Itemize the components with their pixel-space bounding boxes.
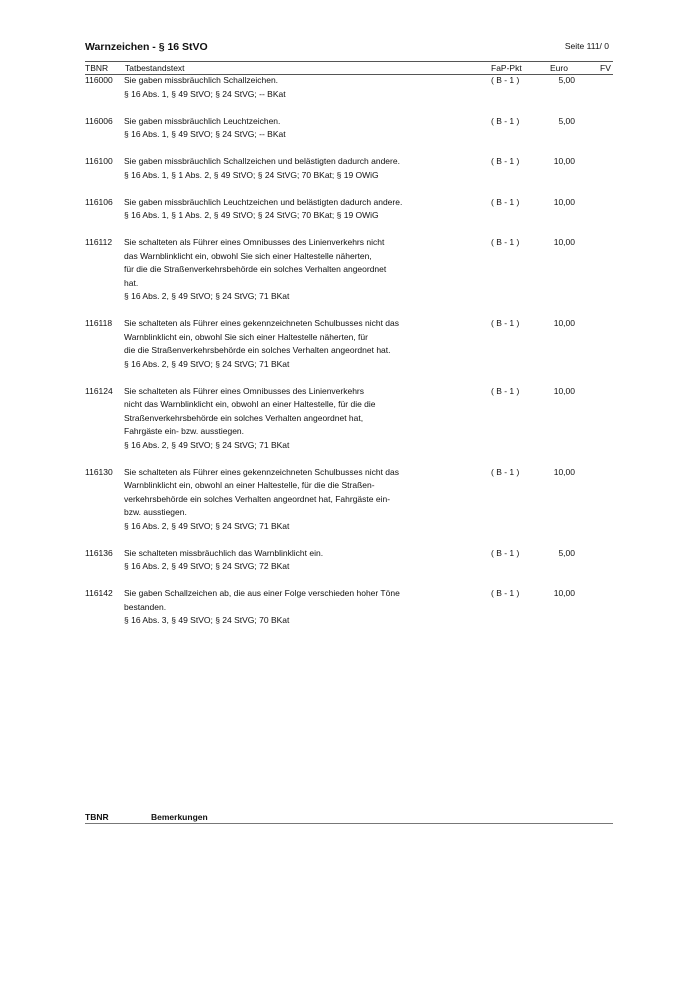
table-row — [85, 74, 613, 101]
remarks-label: Bemerkungen — [151, 812, 208, 822]
entry-tbnr: 116136 — [85, 547, 113, 558]
entry-euro: 10,00 — [553, 588, 575, 598]
entry-text — [124, 115, 484, 142]
entry-text-line: die die Straßenverkehrsbehörde ein solches Verhalten angeordnet hat. — [124, 345, 391, 355]
entry-points: ( B - 1 ) — [491, 318, 520, 328]
entry-tbnr: 116106 — [85, 196, 113, 207]
table-row — [85, 466, 613, 534]
entry-text-line: § 16 Abs. 2, § 49 StVO; § 24 StVG; 72 BKat — [124, 561, 290, 571]
entry-text-line: Warnblinklicht ein, obwohl Sie sich einer Haltestelle näherten, für — [124, 331, 368, 342]
column-header-fv: FV — [600, 63, 611, 73]
entry-text-line: § 16 Abs. 2, § 49 StVO; § 24 StVG; 71 BKat — [124, 358, 290, 369]
entry-text-line: verkehrsbehörde ein solches Verhalten angeordnet hat, Fahrgäste ein- — [124, 493, 391, 504]
entry-euro: 10,00 — [553, 318, 575, 328]
entry-text — [124, 385, 484, 453]
entry-text-line: § 16 Abs. 1, § 49 StVO; § 24 StVG; -- BKat — [124, 88, 286, 99]
entry-text-line: Sie gaben missbräuchlich Leuchtzeichen und belästigten dadurch andere. — [124, 196, 403, 207]
entry-text-line: nicht das Warnblinklicht ein, obwohl an einer Haltestelle, für die die — [124, 399, 376, 409]
entry-text — [124, 196, 484, 223]
entry-euro: 10,00 — [553, 385, 575, 396]
entry-points: ( B - 1 ) — [491, 115, 520, 126]
remarks-tbnr-label: TBNR — [85, 812, 109, 822]
entry-text-line: § 16 Abs. 2, § 49 StVO; § 24 StVG; 71 BKat — [124, 439, 290, 450]
entry-text-line: hat. — [124, 277, 139, 288]
remarks-header — [85, 811, 613, 824]
entry-text-line: bzw. ausstiegen. — [124, 507, 187, 517]
entry-euro: 5,00 — [558, 75, 575, 85]
entry-tbnr: 116100 — [85, 156, 113, 166]
table-row — [85, 317, 613, 371]
entry-text-line: Warnblinklicht ein, obwohl an einer Haltestelle, für die die Straßen- — [124, 480, 375, 490]
page-title: Warnzeichen - § 16 StVO — [85, 41, 208, 53]
entry-text-line: Sie gaben missbräuchlich Leuchtzeichen. — [124, 115, 281, 126]
entry-text-line: Sie gaben missbräuchlich Schallzeichen und belästigten dadurch andere. — [124, 156, 400, 166]
entry-text-line: Sie schalteten als Führer eines gekennzeichneten Schulbusses nicht das — [124, 466, 400, 477]
entry-list — [85, 74, 613, 641]
entry-tbnr: 116130 — [85, 466, 113, 477]
entry-euro: 10,00 — [553, 156, 575, 166]
column-header-tbnr: TBNR — [85, 63, 109, 73]
entry-text-line: Sie schalteten als Führer eines Omnibusses des Linienverkehrs — [124, 385, 365, 396]
column-header-row — [85, 61, 613, 75]
entry-text-line: Fahrgäste ein- bzw. ausstiegen. — [124, 426, 245, 436]
entry-euro: 10,00 — [553, 237, 575, 247]
column-header-fap-pkt: FaP-Pkt — [491, 63, 522, 73]
entry-text-line: bestanden. — [124, 601, 167, 612]
table-row — [85, 196, 613, 223]
table-row — [85, 385, 613, 453]
entry-euro: 10,00 — [553, 466, 575, 477]
entry-tbnr: 116124 — [85, 385, 113, 396]
page-number: Seite 111/ 0 — [564, 41, 609, 51]
entry-points: ( B - 1 ) — [491, 588, 520, 598]
column-header-tatbestandstext: Tatbestandstext — [125, 63, 185, 73]
entry-text-line: § 16 Abs. 2, § 49 StVO; § 24 StVG; 71 BKat — [124, 291, 290, 301]
entry-text — [124, 466, 484, 534]
entry-points: ( B - 1 ) — [491, 466, 520, 477]
entry-text-line: für die die Straßenverkehrsbehörde ein solches Verhalten angeordnet — [124, 264, 387, 274]
entry-text-line: Straßenverkehrsbehörde ein solches Verhalten angeordnet hat, — [124, 412, 364, 423]
entry-euro: 10,00 — [553, 196, 575, 207]
entry-text-line: Sie gaben Schallzeichen ab, die aus einer Folge verschieden hoher Töne — [124, 588, 400, 598]
entry-points: ( B - 1 ) — [491, 547, 520, 558]
entry-text-line: § 16 Abs. 2, § 49 StVO; § 24 StVG; 71 BKat — [124, 520, 290, 531]
entry-text — [124, 155, 484, 182]
entry-tbnr: 116118 — [85, 318, 113, 328]
entry-text — [124, 236, 484, 304]
entry-tbnr: 116000 — [85, 75, 113, 85]
entry-text-line: Sie schalteten missbräuchlich das Warnblinklicht ein. — [124, 547, 324, 558]
table-row — [85, 547, 613, 574]
entry-tbnr: 116142 — [85, 588, 113, 598]
entry-text-line: § 16 Abs. 3, § 49 StVO; § 24 StVG; 70 BKat — [124, 615, 290, 625]
entry-text — [124, 587, 484, 628]
entry-tbnr: 116112 — [85, 237, 113, 247]
entry-text — [124, 317, 484, 371]
entry-text-line: Sie gaben missbräuchlich Schallzeichen. — [124, 75, 279, 85]
entry-text-line: § 16 Abs. 1, § 49 StVO; § 24 StVG; -- BKat — [124, 129, 286, 139]
entry-text — [124, 74, 484, 101]
entry-text-line: das Warnblinklicht ein, obwohl Sie sich einer Haltestelle näherten, — [124, 250, 372, 261]
entry-points: ( B - 1 ) — [491, 237, 520, 247]
table-row — [85, 155, 613, 182]
entry-points: ( B - 1 ) — [491, 385, 520, 396]
entry-euro: 5,00 — [558, 547, 575, 558]
entry-text — [124, 547, 484, 574]
entry-points: ( B - 1 ) — [491, 156, 520, 166]
table-row — [85, 587, 613, 628]
entry-euro: 5,00 — [558, 115, 575, 126]
entry-text-line: § 16 Abs. 1, § 1 Abs. 2, § 49 StVO; § 24 StVG; 70 BKat; § 19 OWiG — [124, 169, 379, 180]
entry-points: ( B - 1 ) — [491, 75, 520, 85]
table-row — [85, 236, 613, 304]
entry-text-line: Sie schalteten als Führer eines gekennzeichneten Schulbusses nicht das — [124, 318, 400, 328]
entry-text-line: § 16 Abs. 1, § 1 Abs. 2, § 49 StVO; § 24 StVG; 70 BKat; § 19 OWiG — [124, 210, 379, 220]
entry-tbnr: 116006 — [85, 115, 113, 126]
entry-text-line: Sie schalteten als Führer eines Omnibusses des Linienverkehrs nicht — [124, 237, 385, 247]
entry-points: ( B - 1 ) — [491, 196, 520, 207]
table-row — [85, 115, 613, 142]
column-header-euro: Euro — [550, 63, 568, 73]
